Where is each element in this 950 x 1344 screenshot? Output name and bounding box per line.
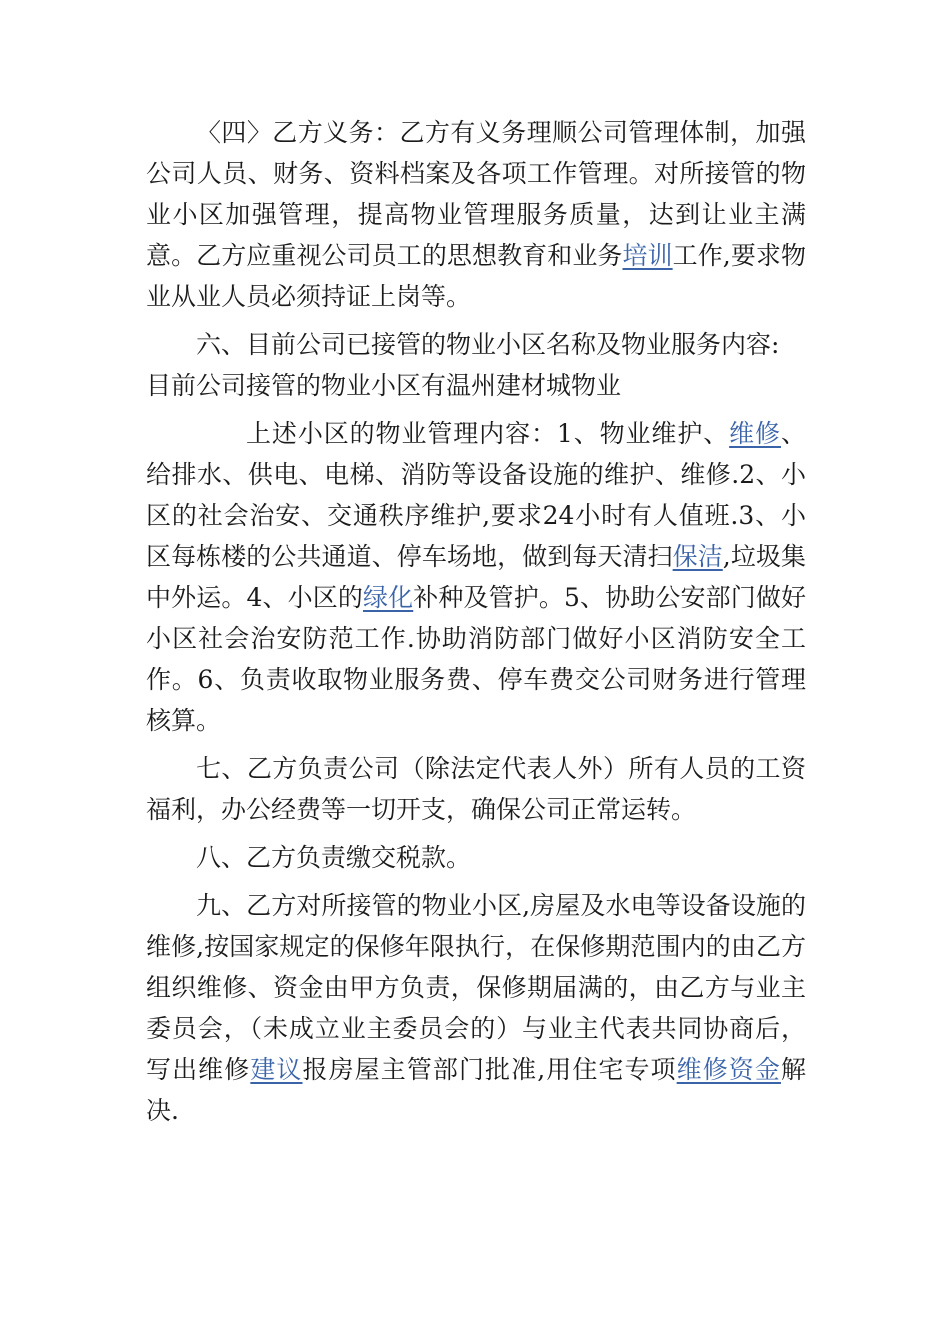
paragraph-text: 六、目前公司已接管的物业小区名称及物业服务内容: <box>196 330 780 359</box>
paragraph-text: 工作,要求物业从业人员必须持证上岗等。 <box>146 241 806 311</box>
paragraph-text: 八、乙方负责缴交税款。 <box>196 843 472 872</box>
paragraph-text: 解决. <box>146 1055 806 1125</box>
paragraph-text: 上述小区的物业管理内容：1、物业维护、 <box>246 419 730 448</box>
link-maintenance[interactable]: 维修 <box>729 419 781 448</box>
paragraph-6-service-content <box>146 413 806 741</box>
paragraph-text-second-line: 目前公司接管的物业小区有温州建材城物业 <box>146 371 622 400</box>
paragraph-4-obligations <box>146 112 806 317</box>
paragraph-6-managed-properties <box>146 324 806 406</box>
paragraph-8-taxes <box>146 837 806 878</box>
link-training[interactable]: 培训 <box>622 241 673 270</box>
paragraph-text: ,垃圾集中外运。4、小区的 <box>146 542 806 612</box>
link-greening[interactable]: 绿化 <box>363 583 414 612</box>
link-maintenance-fund[interactable]: 维修资金 <box>676 1055 781 1084</box>
link-cleaning[interactable]: 保洁 <box>672 542 723 571</box>
paragraph-text: 补种及管护。5、协助公安部门做好小区社会治安防范工作.协助消防部门做好小区消防安全工作。6、负责收取物业服务费、停车费交公司财务进行管理核算。 <box>146 583 806 735</box>
paragraph-text: 〈四〉乙方义务：乙方有义务理顺公司管理体制，加强公司人员、财务、资料档案及各项工作管理。对所接管的物业小区加强管理，提高物业管理服务质量，达到让业主满意。乙方应重视公司员工的思想教育和业务 <box>146 118 806 270</box>
document-page <box>146 112 806 1138</box>
paragraph-7-expenses <box>146 748 806 830</box>
paragraph-text: 七、乙方负责公司（除法定代表人外）所有人员的工资福利，办公经费等一切开支，确保公司正常运转。 <box>146 754 806 824</box>
link-suggestion[interactable]: 建议 <box>250 1055 303 1084</box>
paragraph-9-repairs <box>146 885 806 1131</box>
paragraph-text: 、给排水、供电、电梯、消防等设备设施的维护、维修.2、小区的社会治安、交通秩序维护,要求24小时有人值班.3、小区每栋楼的公共通道、停车场地，做到每天清扫 <box>146 419 806 571</box>
paragraph-text: 九、乙方对所接管的物业小区,房屋及水电等设备设施的维修,按国家规定的保修年限执行，在保修期范围内的由乙方组织维修、资金由甲方负责，保修期届满的，由乙方与业主委员会，（未成立业主委员会的）与业主代表共同协商后，写出维修 <box>146 891 806 1084</box>
paragraph-text: 报房屋主管部门批准,用住宅专项 <box>302 1055 677 1084</box>
